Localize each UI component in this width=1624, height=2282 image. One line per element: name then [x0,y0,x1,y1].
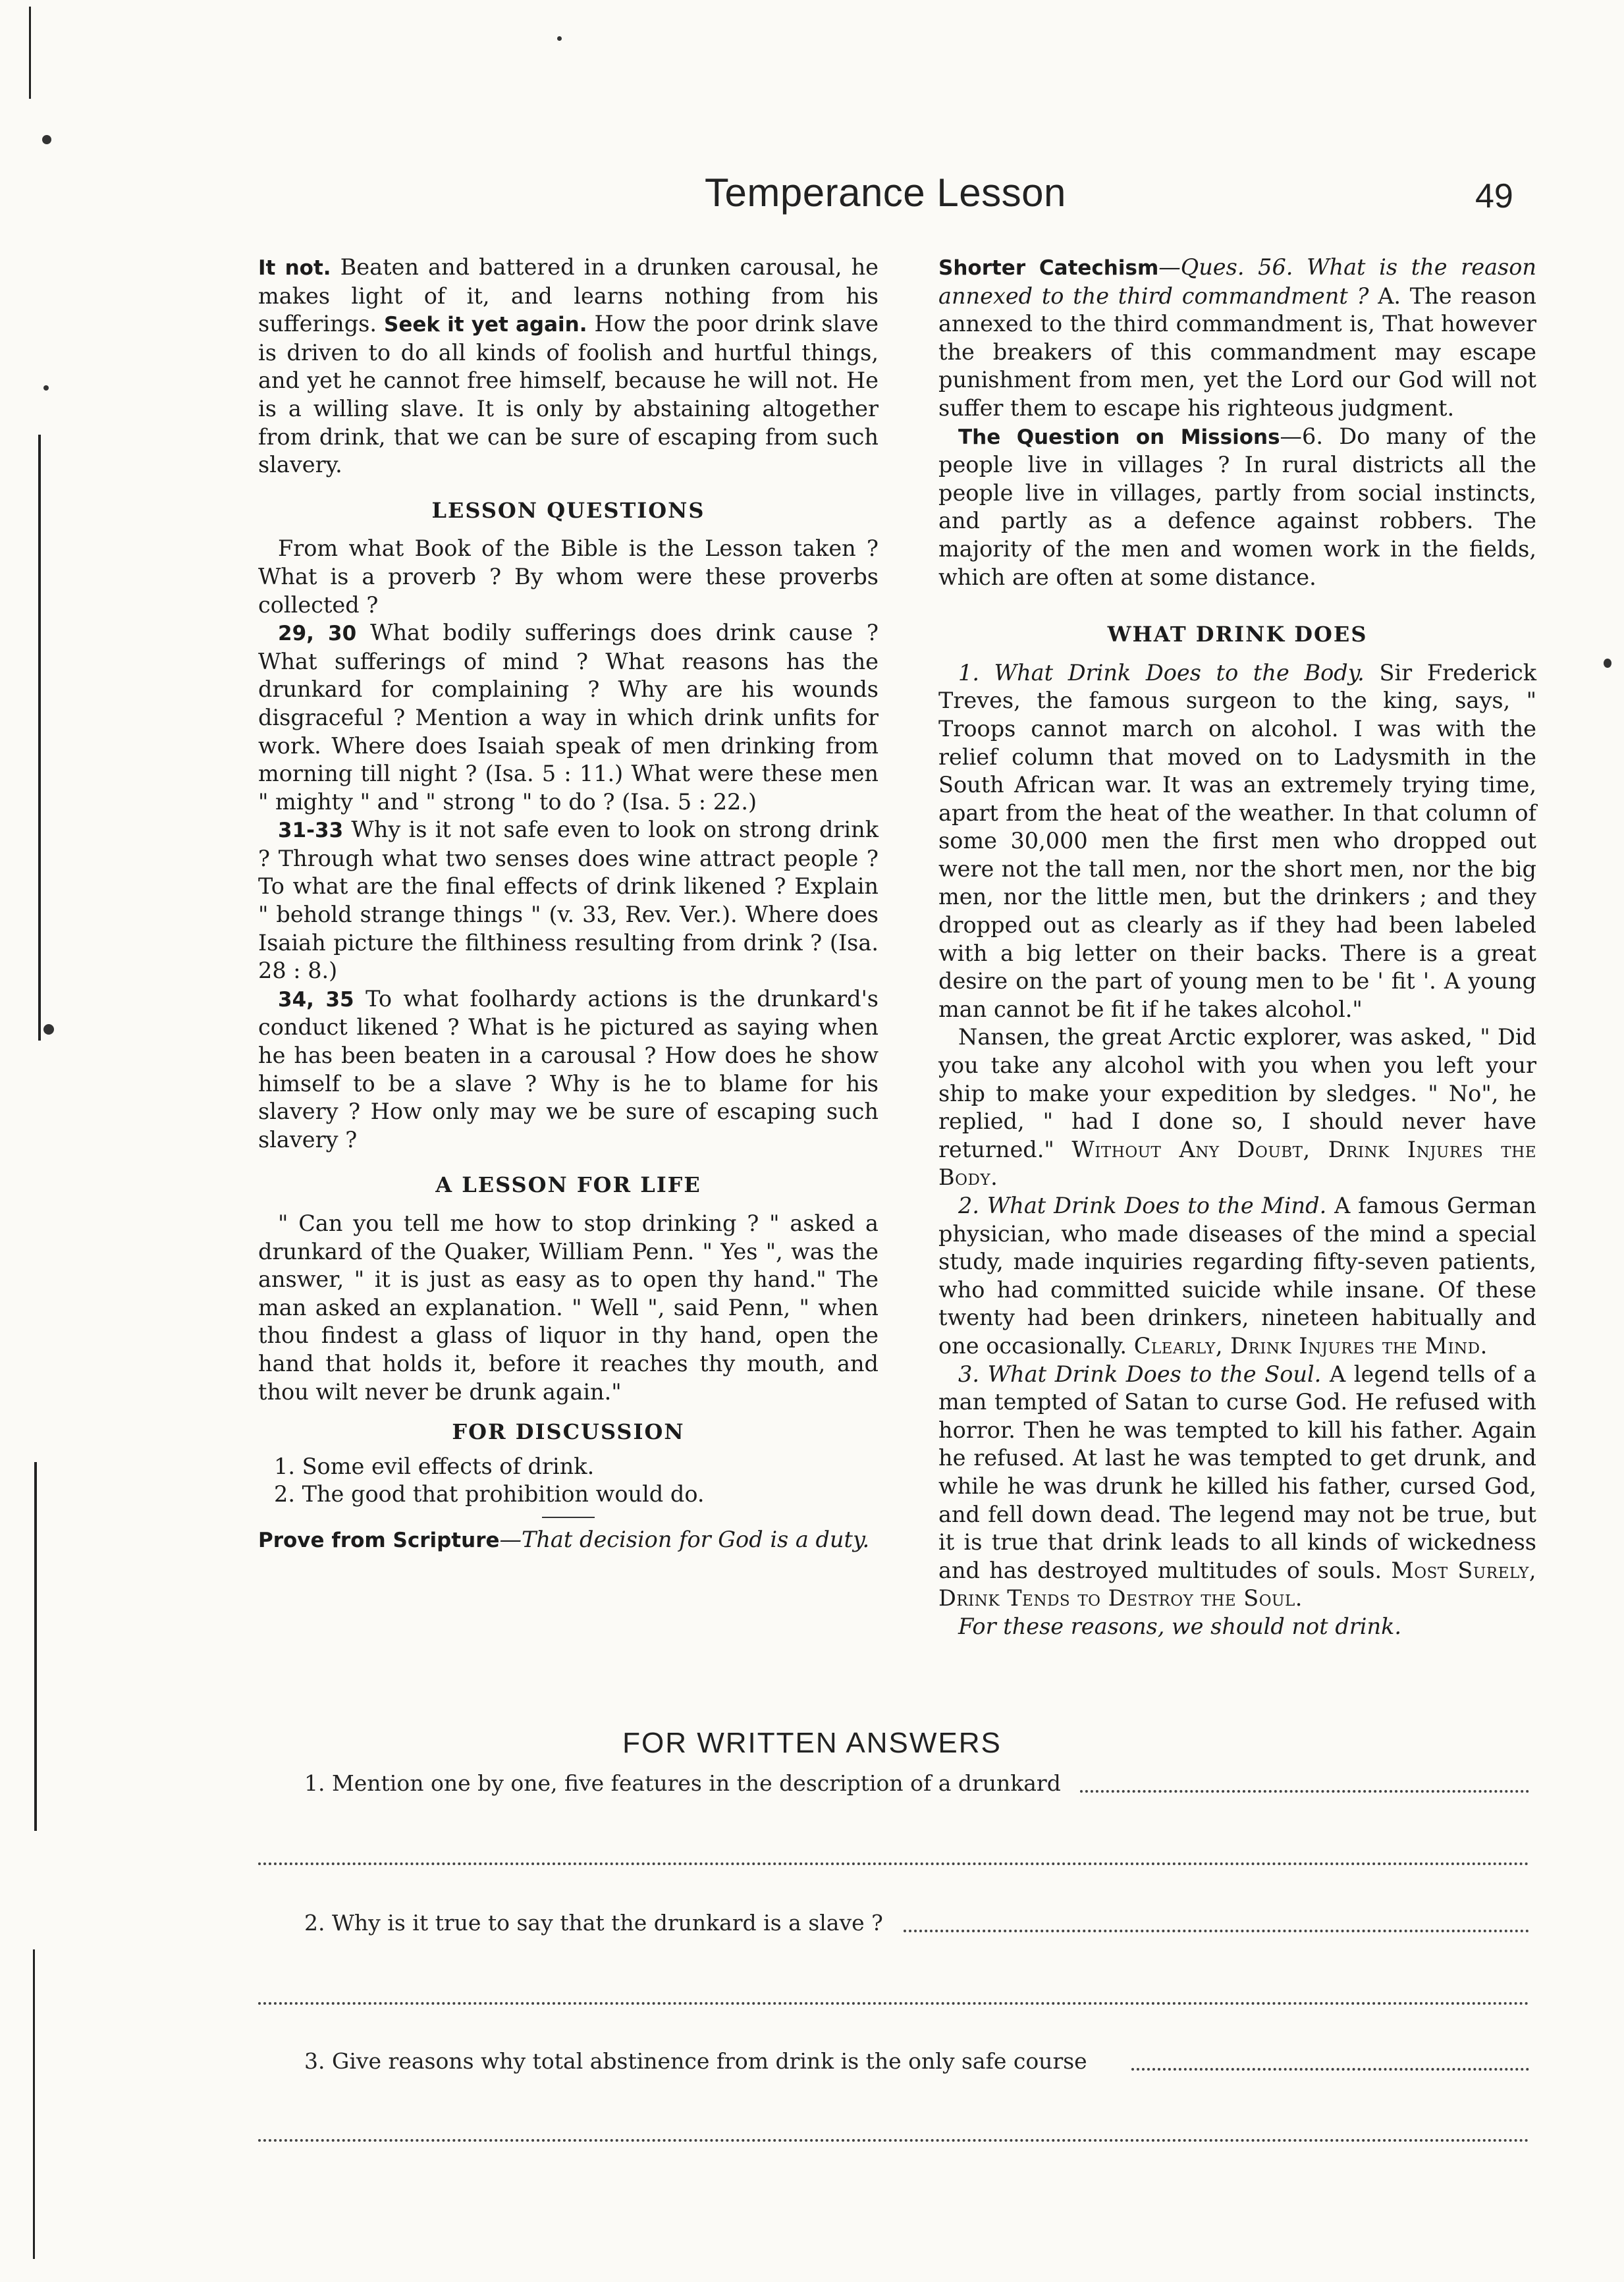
paragraph-text: How the poor drink slave is driven to do all kinds of foolish and hurtful things, and yet he cannot free himself, because he will not. He is a willing slave. It is only by abstaining altogether from drink, that we can be sure of escaping from such slavery. [258,311,879,478]
answer-dotted-line[interactable] [258,2139,1529,2142]
question-paragraph [258,816,879,985]
question-paragraph: From what Book of the Bible is the Lesson taken ? What is a proverb ? By whom were these proverbs collected ? [258,535,879,618]
question-paragraph [258,619,879,816]
catechism-answer: A. The reason annexed to the third commandment is, That however the breakers of this commandment may escape punishment from men, yet the Lord our God will not suffer them to escape his righteous judgment. [938,283,1536,421]
answer-question-1: 1. Mention one by one, five features in the description of a drunkard [304,1770,1061,1796]
conclusion-caps: Clearly, Drink Injures the Mind. [1133,1332,1488,1359]
answer-dotted-line[interactable] [258,2002,1529,2005]
subsection-label: 2. What Drink Does to the Mind. [958,1193,1327,1218]
what-drink-does-heading: WHAT DRINK DOES [1107,622,1368,647]
paragraph-text: A famous German physician, who made diseases of the mind a special study, made inquiries regarding fifty-seven patients, who had committed suicide while insane. Of these twenty had been drinkers, nineteen habitually and one occasionally. [938,1193,1536,1359]
page-number: 49 [1475,177,1513,215]
verse-ref: 29, 30 [278,622,357,646]
binding-edge-mark [38,435,41,1041]
scan-speck [557,36,562,41]
paragraph-text: A legend tells of a man tempted of Satan to curse God. He refused with horror. Then he was tempted to kill his father. Again he refused. At last he was tempted to get drunk, and while he was drunk he killed his father, cursed God, and fell down dead. The legend may not be true, but it is true that drink leads to all kinds of wickedness and has destroyed multitudes of souls. [938,1361,1536,1583]
run-in-lead: Shorter Catechism [938,256,1159,280]
prove-text: —That decision for God is a duty. [499,1526,870,1552]
paragraph-text: Sir Frederick Treves, the famous surgeon to the king, says, " Troops cannot march on alcohol. I was with the relief column that moved on to Ladysmith in the South African war. It was an extremely trying time, apart from the heat of the weather. In that column of some 30,000 men the first men who dropped out were not the tall men, nor the short men, nor the big men, nor the little men, but the drinkers ; and they dropped out as clearly as if they had been labeled with a big letter on their backs. There is a great desire on the part of young men to be ' fit '. A young man cannot be fit if he takes alcohol." [938,659,1536,1022]
left-column [258,254,879,1555]
run-in-lead: Prove from Scripture [258,1528,500,1552]
paragraph-text: Beaten and battered in a drunken carousal, he makes light of it, and learns nothing from his sufferings. [258,254,879,337]
verse-ref: 31-33 [278,819,344,843]
story-paragraph: " Can you tell me how to stop drinking ? " asked a drunkard of the Quaker, William Penn. " Yes ", was the answer, " it is just as easy as to open thy hand." The man asked an explanation. " Well ", said Penn, " when thou findest a glass of liquor in thy hand, open the hand that holds it, before it reaches thy mouth, and thou wilt never be drunk again." [258,1210,879,1405]
conclusion-caps: Without Any Doubt, Drink Injures the Body. [938,1136,1536,1191]
answer-question-3: 3. Give reasons why total abstinence from drink is the only safe course [304,2048,1087,2074]
subsection-label: 3. What Drink Does to the Soul. [958,1361,1322,1387]
scan-speck [43,1024,54,1035]
binding-edge-mark [34,1462,37,1831]
conclusion-caps: Most Surely, Drink Tends to Destroy the Soul. [938,1557,1536,1612]
answer-dotted-line[interactable] [1131,2068,1529,2071]
run-in-lead: The Question on Missions [958,425,1280,449]
catechism-paragraph [938,254,1536,423]
scan-speck [1604,659,1611,668]
prove-from-scripture [258,1526,879,1555]
answer-dotted-line[interactable] [1080,1790,1529,1793]
paragraph-text: —6. Do many of the people live in villages ? In rural districts all the people live in villages, partly from social instincts, and partly as a defence against robbers. The majority of the men and women work in the fields, which are often at some distance. [938,423,1536,590]
verse-ref: 34, 35 [278,987,354,1012]
binding-edge-mark [33,1949,35,2259]
question-text: To what foolhardy actions is the drunkard's conduct likened ? What is he pictured as saying when he has been beaten in a carousal ? How does he show himself to be a slave ? Why is he to blame for his slavery ? How only may we be sure of escaping such slavery ? [258,985,879,1153]
discussion-item: 2. The good that prohibition would do. [274,1481,705,1508]
answer-question-2: 2. Why is it true to say that the drunkard is a slave ? [304,1910,883,1936]
lesson-questions-heading: LESSON QUESTIONS [431,497,705,523]
answer-dotted-line[interactable] [904,1930,1529,1932]
question-text: What bodily sufferings does drink cause ? What sufferings of mind ? What reasons has the drunkard for complaining ? Why are his wounds disgraceful ? Mention a way in which drink unfits for work. Where does Isaiah speak of men drinking from morning till night ? (Isa. 5 : 11.) What were these men " mighty " and " strong " to do ? (Isa. 5 : 22.) [258,620,879,815]
body-paragraph [938,1023,1536,1192]
question-paragraph [258,985,879,1155]
missions-paragraph [938,423,1536,592]
paragraph-text: Nansen, the great Arctic explorer, was asked, " Did you take any alcohol with you when you left your ship to make your expedition by sledges. " No", he replied, " had I done so, I should never have returned." [938,1024,1536,1162]
run-in-lead: It not. [258,256,331,280]
lesson-for-life-heading: A LESSON FOR LIFE [435,1172,701,1198]
catechism-ques: —Ques. 56. [1158,254,1293,280]
question-text: Why is it not safe even to look on strong drink ? Through what two senses does wine attract people ? To what are the final effects of drink likened ? Explain " behold strange things " (v. 33, Rev. Ver.). Where does Isaiah picture the filthiness resulting from drink ? (Isa. 28 : 8.) [258,817,879,984]
section-rule [542,1517,595,1518]
binding-edge-mark [29,7,31,99]
subsection-label: 1. What Drink Does to the Body. [958,659,1365,686]
catechism-question: What is the reason annexed to the third commandment ? [938,254,1536,309]
body-paragraph [938,659,1536,1024]
written-answers-title: FOR WRITTEN ANSWERS [622,1727,1002,1759]
discussion-item: 1. Some evil effects of drink. [274,1453,595,1479]
scan-speck [43,385,49,391]
for-discussion-heading: FOR DISCUSSION [452,1419,685,1445]
body-paragraph [938,1361,1536,1613]
right-column [938,254,1536,1641]
running-head: Temperance Lesson [705,171,1066,215]
closing-line: For these reasons, we should not drink. [958,1613,1402,1639]
body-paragraph [938,1192,1536,1361]
run-in-lead: Seek it yet again. [384,313,587,337]
scan-speck [42,135,51,144]
opening-paragraph [258,254,879,479]
answer-dotted-line[interactable] [258,1862,1529,1865]
